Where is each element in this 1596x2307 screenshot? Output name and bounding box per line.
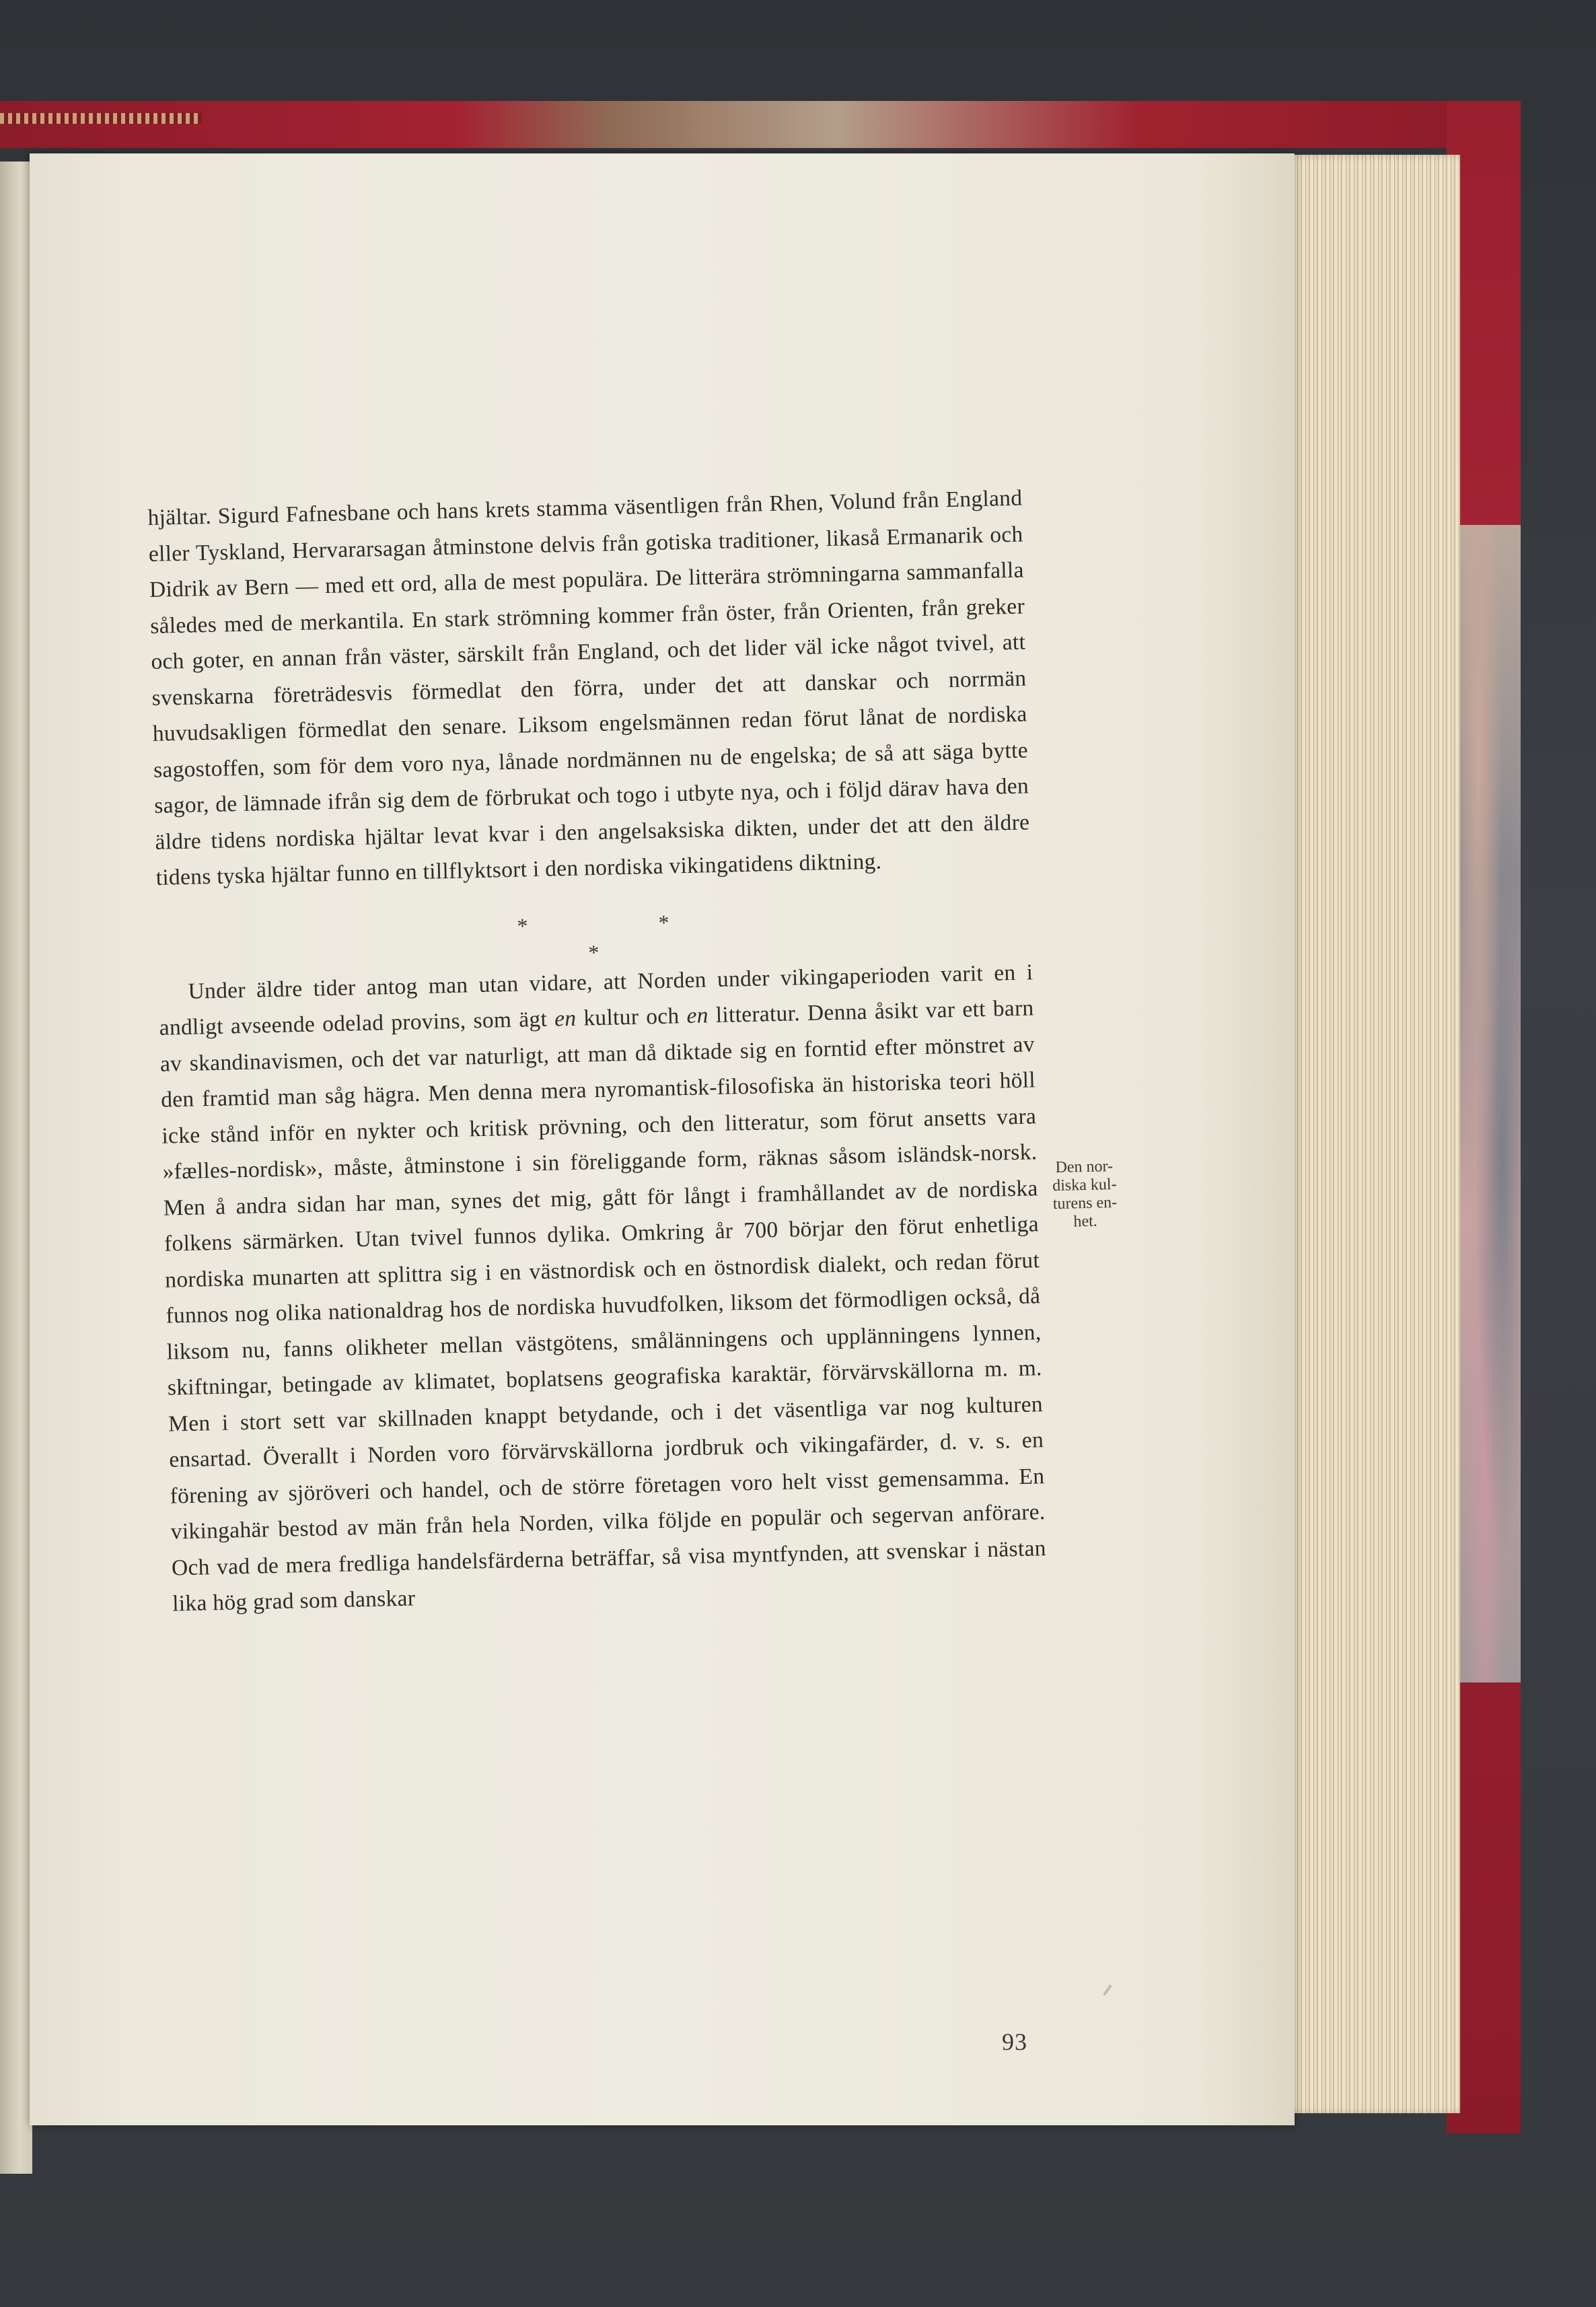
asterism-star-bottom: * <box>588 939 600 964</box>
marginal-note-line-2: diska kul- <box>1052 1175 1117 1195</box>
page-number: 93 <box>1002 2028 1027 2055</box>
paragraph-2 <box>158 954 1048 1622</box>
italic-en-1: en <box>554 1005 577 1032</box>
italic-en-2: en <box>686 1003 709 1029</box>
marginal-note-line-3: turens en- <box>1052 1193 1118 1213</box>
paragraph-2-text-b: kultur och <box>575 1003 687 1031</box>
paragraph-2-text-c: litteratur. Denna åsikt var ett barn av skandinavismen, och det var naturligt, att man då diktade sig en forntid efter mönstret av den framtid man såg hägra. Men denna mera nyromantisk-filosofiska än historiska teori höll icke stånd inför en nykter och kritisk prövning, och den litteratur, som förut ansetts vara »fælles-nordisk», måste, åtminstone i sin föreliggande form, räknas såsom isländsk-norsk. Men å andra sidan har man, synes det mig, gått för långt i framhållandet av de nordiska folkens särmärken. Utan tvivel funnos dylika. Omkring år 700 börjar den förut enhetliga nordiska munarten att splittra sig i en västnordisk och en östnordisk dialekt, och redan förut funnos nog olika nationaldrag hos de nordiska huvudfolken, liksom det förmodligen också, då liksom nu, fanns olikheter mellan västgötens, smålänningens och upplänningens lynnen, skiftningar, betingade av klimatet, boplatsens geografiska karaktär, förvärvskällorna m. m. Men i stort sett var skillnaden knappt betydande, och i det väsentliga var nog kulturen ensartad. Överallt i Norden voro förvärvskällorna jordbruk och vikingafärder, d. v. s. en förening av sjöröveri och handel, och de större företagen voro helt visst gemensamma. En vikingahär bestod av män från hela Norden, vilka följde en populär och segervan anförare. Och vad de mera fredliga handelsfärderna beträffar, så visa myntfynden, att svenskar i nästan lika hög grad som danskar <box>159 995 1047 1617</box>
asterism-star-right: * <box>658 910 670 935</box>
marginal-note-line-4: het. <box>1073 1212 1098 1231</box>
left-page-edge <box>0 162 32 2174</box>
paragraph-1: hjältar. Sigurd Fafnesbane och hans krets stamma väsentligen från Rhen, Volund från England eller Tyskland, Hervararsagan åtminstone delvis från gotiska traditioner, likaså Ermanarik och Didrik av Bern — med ett ord, alla de mest populära. De litterära strömningarna sammanfalla således med de merkantila. En stark strömning kommer från öster, från Orienten, från greker och goter, en annan från väster, särskilt från England, och det lider väl icke något tvivel, att svenskarna företrädesvis förmedlat den förra, under det att danskar och norrmän huvudsakligen förmedlat den senare. Liksom engelsmännen redan förut lånat de nordiska sagostoffen, som för dem voro nya, lånade nordmännen nu de engelska; de så att säga bytte sagor, de lämnade ifrån sig dem de förbrukat och togo i utbyte nya, och i följd därav hava den äldre tidens nordiska hjältar levat kvar i den angelsaksiska dikten, under det att den äldre tidens tyska hjältar funno en tillflyktsort i den nordiska vikingatidens diktning. <box>147 485 1030 890</box>
marginal-note <box>1027 1157 1142 1232</box>
book-page <box>30 153 1295 2125</box>
page-block-edges <box>1282 155 1460 2113</box>
marbled-endpaper <box>1460 525 1521 1682</box>
paragraph-2-text-a: Under äldre tider antog man utan vidare, att Norden under vikingaperioden varit en i andligt avseende odelad provins, som ägt <box>159 959 1033 1040</box>
body-text <box>147 481 1047 1623</box>
marginal-note-line-1: Den nor- <box>1055 1158 1114 1177</box>
asterism-star-left: * <box>517 913 529 938</box>
gilt-decoration <box>0 113 202 124</box>
book-cover-top-edge <box>0 101 1521 148</box>
paper-speck <box>1103 1984 1112 1995</box>
